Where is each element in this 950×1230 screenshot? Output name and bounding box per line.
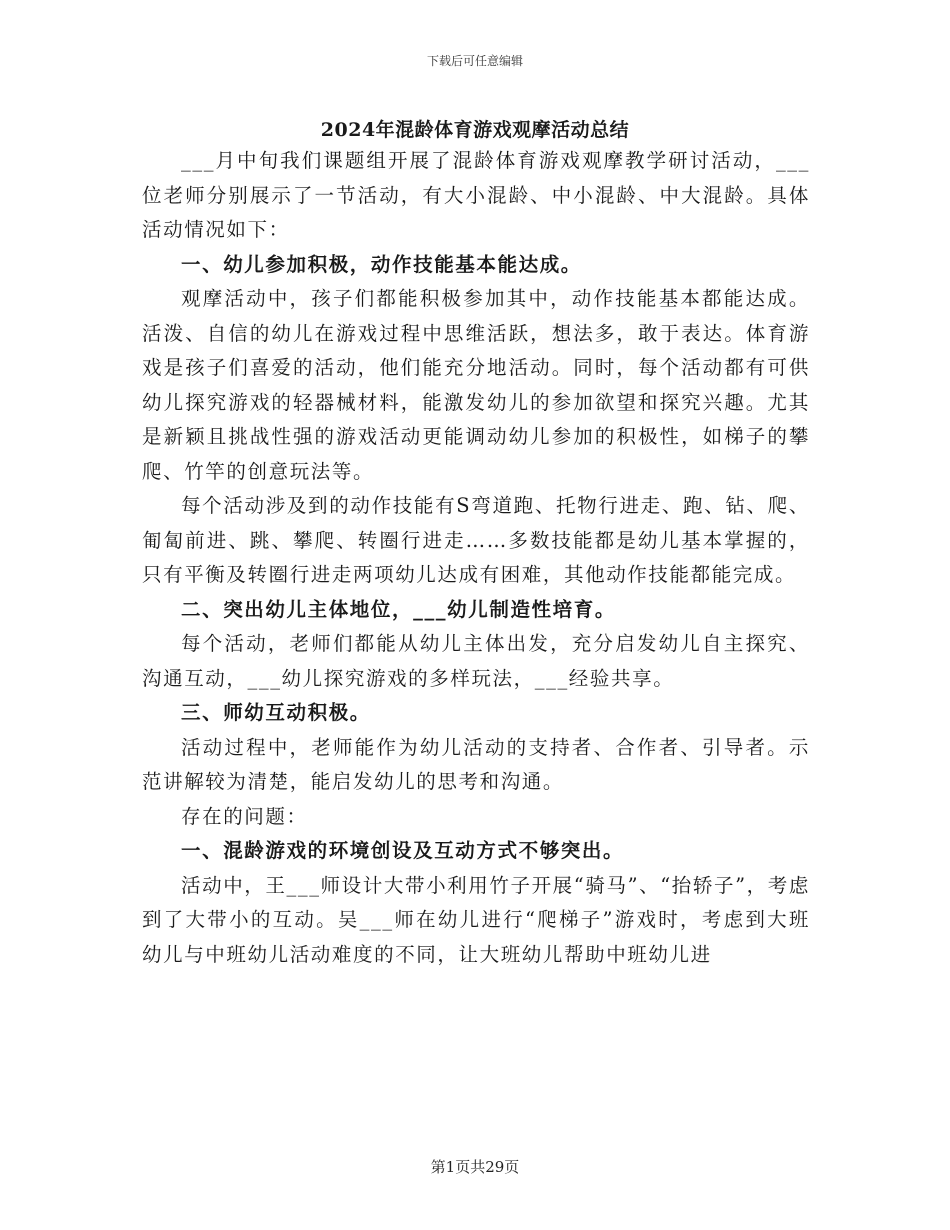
paragraph-section-1a: 观摩活动中，孩子们都能积极参加其中，动作技能基本都能达成。活泼、自信的幼儿在游戏过程中思维活跃，想法多，敢于表达。体育游戏是孩子们喜爱的活动，他们能充分地活动。同时，每个活动都有可供幼儿探究游戏的轻器械材料，能激发幼儿的参加欲望和探究兴趣。尤其是新颖且挑战性强的游戏活动更能调动幼儿参加的积极性，如梯子的攀爬、竹竿的创意玩法等。 [142,287,810,483]
problem-heading-1: 一、混龄游戏的环境创设及互动方式不够突出。 [181,839,625,862]
paragraph-intro: ___月中旬我们课题组开展了混龄体育游戏观摩教学研讨活动，___位老师分别展示了一节活动，有大小混龄、中小混龄、中大混龄。具体活动情况如下： [142,149,810,241]
section-heading-1: 一、幼儿参加积极，动作技能基本能达成。 [181,252,582,276]
paragraph-problem-1: 活动中，王___师设计大带小利用竹子开展“骑马”、“抬轿子”，考虑到了大带小的互动。吴___师在幼儿进行“爬梯子”游戏时，考虑到大班幼儿与中班幼儿活动难度的不同，让大班幼儿帮助中班幼儿进 [142,873,810,966]
paragraph-section-1b: 每个活动涉及到的动作技能有S弯道跑、托物行进走、跑、钻、爬、匍匐前进、跳、攀爬、转圈行进走……多数技能都是幼儿基本掌握的，只有平衡及转圈行进走两项幼儿达成有困难，其他动作技能都能完成。 [142,494,810,586]
page-number: 第1页共29页 [430,1158,520,1176]
document-body [142,144,810,972]
section-heading-2: 二、突出幼儿主体地位，___幼儿制造性培育。 [181,597,616,621]
paragraph-section-2: 每个活动，老师们都能从幼儿主体出发，充分启发幼儿自主探究、沟通互动，___幼儿探究游戏的多样玩法，___经验共享。 [142,632,810,690]
document-title: 2024年混龄体育游戏观摩活动总结 [320,119,630,141]
section-heading-3: 三、师幼互动积极。 [181,701,371,724]
page-header-note: 下载后可任意编辑 [426,54,523,68]
paragraph-problems-label: 存在的问题： [181,804,308,828]
paragraph-section-3: 活动过程中，老师能作为幼儿活动的支持者、合作者、引导者。示范讲解较为清楚，能启发幼儿的思考和沟通。 [142,735,810,793]
